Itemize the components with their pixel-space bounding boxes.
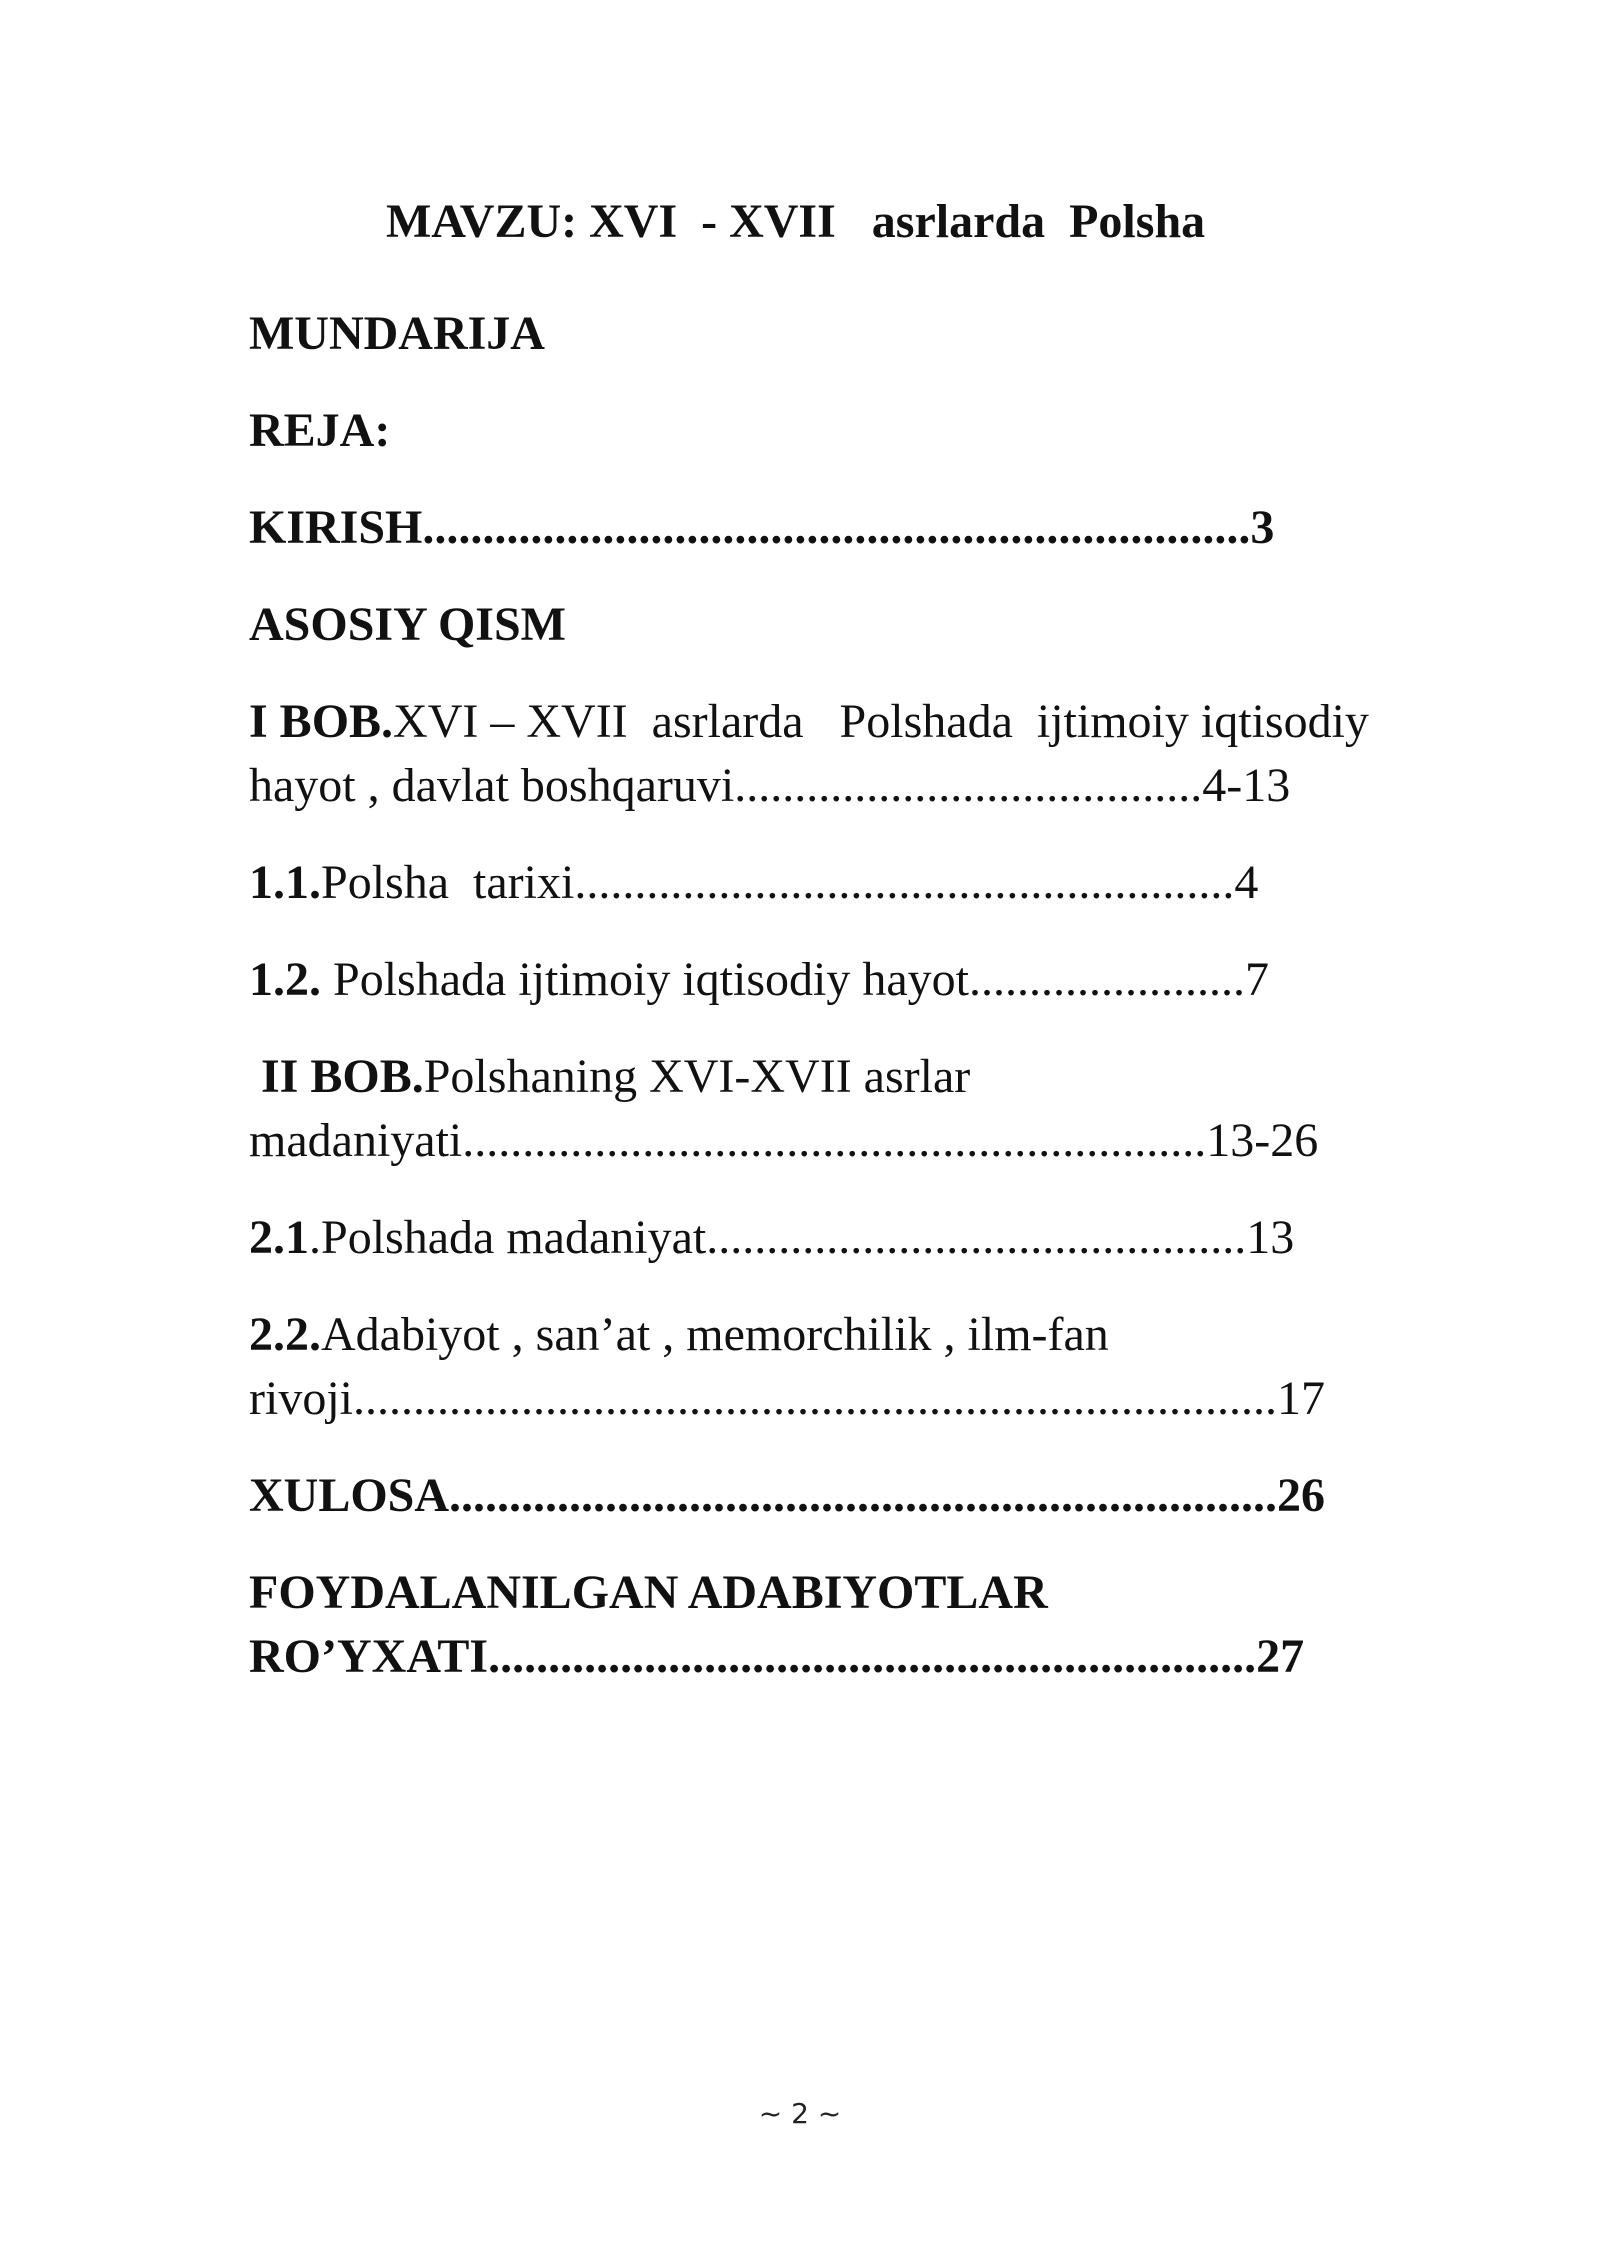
toc-entry-section-2-1 — [249, 1206, 1294, 1270]
contents-heading: MUNDARIJA — [249, 307, 545, 360]
toc-entry-chapter-1 — [249, 690, 1369, 754]
toc-entry-chapter-2 — [249, 1045, 970, 1109]
toc-entry-chapter-2-cont — [249, 1109, 1318, 1173]
toc-entry-bold: 1.2. — [249, 953, 321, 1006]
toc-entry-text: .Polshada madaniyat.............................................13 — [309, 1211, 1295, 1264]
toc-entry-section-2-2 — [249, 1303, 1109, 1367]
toc-entry-section-1-1 — [249, 851, 1258, 915]
toc-entry-text: Adabiyot , san’at , memorchilik , ilm-fan — [321, 1308, 1109, 1361]
document-title: MAVZU: XVI - XVII asrlarda Polsha — [386, 195, 1206, 248]
toc-entry-text: XVI – XVII asrlarda Polshada ijtimoiy iqtisodiy — [393, 695, 1369, 748]
toc-entry-text: Polsha tarixi.......................................................4 — [321, 856, 1259, 909]
toc-entry-bold: ASOSIY QISM — [249, 598, 566, 651]
toc-entry-bold: KIRISH.....................................................................3 — [249, 501, 1275, 554]
toc-entry-bold: 2.2. — [249, 1308, 321, 1361]
toc-entry-references — [249, 1561, 1048, 1625]
toc-entry-bold: RO’YXATI................................................................27 — [249, 1630, 1305, 1683]
plan-heading: REJA: — [249, 404, 391, 457]
toc-entry-bold: I BOB. — [249, 695, 394, 748]
toc-entry-bold: FOYDALANILGAN ADABIYOTLAR — [249, 1566, 1048, 1619]
page-number: ~ 2 ~ — [758, 2097, 842, 2130]
toc-entry-text: hayot , davlat boshqaruvi.......................................4-13 — [249, 759, 1291, 812]
toc-entry-text: rivoji.............................................................................17 — [249, 1372, 1325, 1425]
toc-entry-introduction — [249, 496, 1274, 560]
toc-entry-text: Polshaning XVI-XVII asrlar — [423, 1050, 971, 1103]
toc-entry-section-2-2-cont — [249, 1367, 1325, 1431]
toc-entry-main-part — [249, 593, 566, 657]
toc-entry-bold: II BOB. — [249, 1050, 424, 1103]
toc-entry-text: madaniyati..............................................................13-26 — [249, 1114, 1319, 1167]
toc-entry-references-cont — [249, 1625, 1304, 1689]
toc-entry-conclusion — [249, 1464, 1325, 1528]
toc-entry-bold: 1.1. — [249, 856, 321, 909]
toc-entry-bold: 2.1 — [249, 1211, 309, 1264]
toc-entry-bold: XULOSA.....................................................................26 — [249, 1469, 1326, 1522]
toc-entry-text: Polshada ijtimoiy iqtisodiy hayot.......................7 — [321, 953, 1269, 1006]
toc-entry-chapter-1-cont — [249, 754, 1290, 818]
toc-entry-section-1-2 — [249, 948, 1269, 1012]
